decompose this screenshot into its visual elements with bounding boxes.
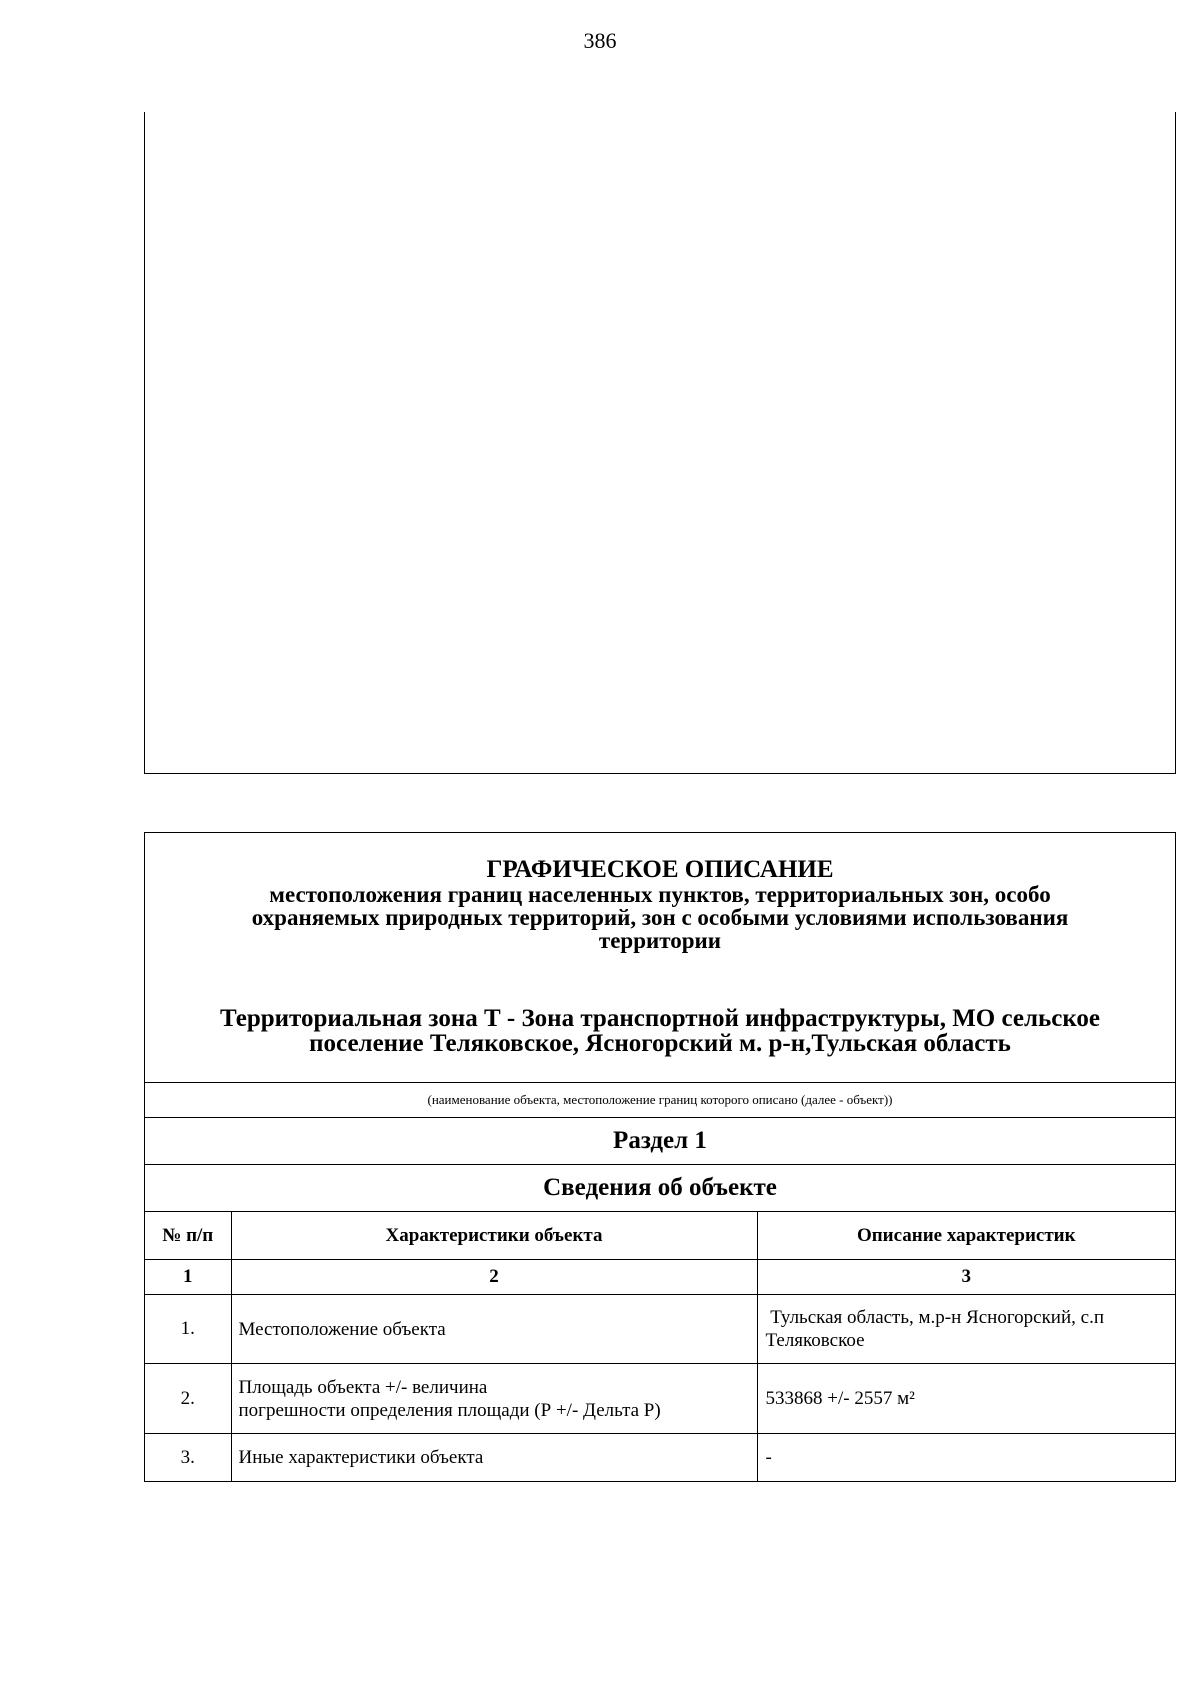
description-line: Теляковское	[765, 1330, 865, 1351]
column-header-number: № п/п	[145, 1212, 231, 1260]
zone-line: поселение Теляковское, Ясногорский м. р-н,Тульская область	[309, 1030, 1011, 1057]
column-index: 2	[231, 1260, 757, 1295]
subtitle-line: территории	[598, 928, 722, 953]
column-header-characteristic: Характеристики объекта	[231, 1212, 757, 1260]
page-number: 386	[583, 28, 617, 53]
row-description	[757, 1295, 1175, 1364]
column-index: 1	[145, 1260, 231, 1295]
column-index-row	[145, 1260, 1175, 1295]
document-subtitle	[155, 883, 1165, 952]
row-description	[757, 1364, 1175, 1434]
table-row	[145, 1295, 1175, 1364]
subtitle-line: местоположения границ населенных пунктов, территориальных зон, особо	[269, 882, 1051, 907]
characteristic-line: Иные характеристики объекта	[238, 1447, 484, 1468]
description-line: Тульская область, м.р-н Ясногорский, с.п	[765, 1307, 1104, 1328]
zone-name	[155, 1006, 1165, 1056]
table-row	[145, 1364, 1175, 1434]
row-description	[757, 1434, 1175, 1482]
row-number: 3.	[145, 1434, 231, 1482]
row-number: 2.	[145, 1364, 231, 1434]
zone-line: Территориальная зона Т - Зона транспортной инфраструктуры, МО сельское	[220, 1005, 1100, 1032]
object-caption: (наименование объекта, местоположение границ которого описано (далее - объект))	[145, 1083, 1175, 1118]
row-number: 1.	[145, 1295, 231, 1364]
description-line: 533868 +/- 2557 м²	[765, 1388, 915, 1409]
table-header-row	[145, 1212, 1175, 1260]
document-title: ГРАФИЧЕСКОЕ ОПИСАНИЕ	[486, 856, 834, 883]
row-characteristic	[231, 1295, 757, 1364]
characteristic-line: погрешности определения площади (Р +/- Дельта Р)	[238, 1399, 661, 1421]
section-heading: Раздел 1	[145, 1118, 1175, 1165]
description-line: -	[765, 1447, 772, 1468]
characteristic-line: Площадь объекта +/- величина	[238, 1376, 488, 1398]
graphic-description-block	[144, 832, 1176, 1482]
row-characteristic	[231, 1364, 757, 1434]
column-index: 3	[757, 1260, 1175, 1295]
row-characteristic	[231, 1434, 757, 1482]
object-properties-table	[145, 1212, 1175, 1481]
document-header	[145, 833, 1175, 1083]
column-header-description: Описание характеристик	[757, 1212, 1175, 1260]
section-title: Сведения об объекте	[145, 1165, 1175, 1212]
subtitle-line: охраняемых природных территорий, зон с особыми условиями использования	[251, 905, 1069, 930]
table-row	[145, 1434, 1175, 1482]
characteristic-line: Местоположение объекта	[238, 1318, 446, 1340]
graphic-frame	[144, 112, 1176, 774]
